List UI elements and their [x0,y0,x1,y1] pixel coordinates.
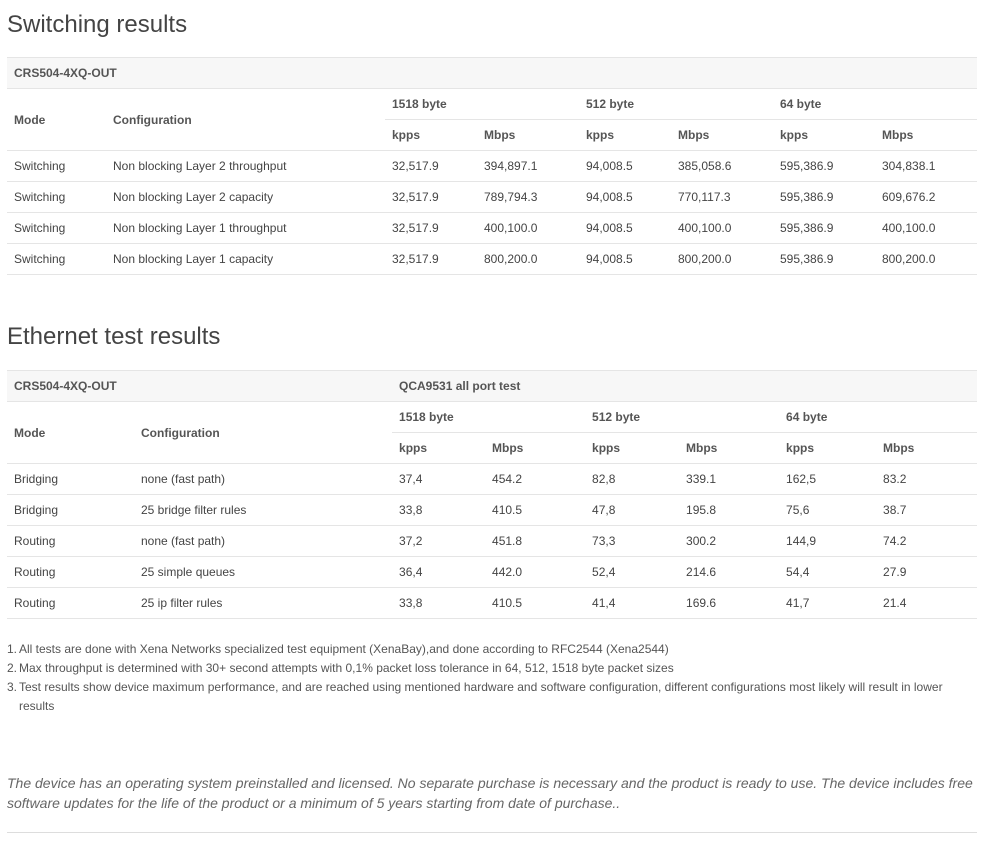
cell-value: 410.5 [485,495,585,526]
table-row [7,464,977,495]
switching-results-table [7,57,977,275]
cell-value: 454.2 [485,464,585,495]
column-header-unit: kpps [773,120,875,151]
column-header-unit: Mbps [485,433,585,464]
cell-configuration: 25 simple queues [134,557,392,588]
cell-value: 74.2 [876,526,977,557]
cell-value: 54,4 [779,557,876,588]
divider [7,832,977,833]
model-name: CRS504-4XQ-OUT [7,371,392,402]
test-name: QCA9531 all port test [392,371,977,402]
model-name: CRS504-4XQ-OUT [7,58,977,89]
column-header-size: 512 byte [579,89,773,120]
column-header-size: 1518 byte [392,402,585,433]
cell-value: 32,517.9 [385,213,477,244]
note-number: 2. [7,661,18,675]
cell-value: 33,8 [392,588,485,619]
column-header-unit: kpps [385,120,477,151]
column-header-unit: Mbps [875,120,977,151]
column-header-size: 512 byte [585,402,779,433]
table-row [7,557,977,588]
cell-value: 770,117.3 [671,182,773,213]
cell-value: 339.1 [679,464,779,495]
cell-value: 75,6 [779,495,876,526]
cell-value: 41,4 [585,588,679,619]
note-number: 1. [7,642,18,656]
cell-value: 595,386.9 [773,182,875,213]
cell-value: 169.6 [679,588,779,619]
cell-value: 27.9 [876,557,977,588]
cell-value: 800,200.0 [671,244,773,275]
column-header-unit: kpps [392,433,485,464]
switching-results-heading: Switching results [7,11,188,38]
cell-mode: Routing [7,526,134,557]
cell-value: 400,100.0 [671,213,773,244]
note-text: Test results show device maximum performance, and are reached using mentioned hardware and software configuration, different configurations most likely will result in lower results [19,680,943,713]
cell-value: 94,008.5 [579,151,671,182]
cell-value: 94,008.5 [579,182,671,213]
list-item [7,659,967,678]
cell-value: 442.0 [485,557,585,588]
table-row [7,213,977,244]
cell-value: 73,3 [585,526,679,557]
column-header-size: 1518 byte [385,89,579,120]
cell-value: 41,7 [779,588,876,619]
cell-configuration: 25 ip filter rules [134,588,392,619]
cell-value: 800,200.0 [875,244,977,275]
cell-value: 595,386.9 [773,151,875,182]
column-header-size: 64 byte [773,89,977,120]
cell-value: 595,386.9 [773,213,875,244]
cell-value: 47,8 [585,495,679,526]
cell-value: 410.5 [485,588,585,619]
list-item [7,678,967,716]
column-header-unit: kpps [585,433,679,464]
cell-configuration: none (fast path) [134,526,392,557]
ethernet-results-heading: Ethernet test results [7,323,221,350]
note-text: Max throughput is determined with 30+ second attempts with 0,1% packet loss tolerance in 64, 512, 1518 byte packet sizes [19,661,674,675]
cell-mode: Bridging [7,495,134,526]
cell-mode: Routing [7,557,134,588]
column-header-unit: Mbps [671,120,773,151]
column-header-mode: Mode [7,89,106,151]
column-header-unit: Mbps [477,120,579,151]
column-header-unit: Mbps [876,433,977,464]
cell-value: 83.2 [876,464,977,495]
cell-configuration: Non blocking Layer 1 capacity [106,244,385,275]
table-row [7,526,977,557]
cell-mode: Switching [7,151,106,182]
cell-value: 609,676.2 [875,182,977,213]
cell-value: 33,8 [392,495,485,526]
cell-value: 32,517.9 [385,182,477,213]
cell-value: 300.2 [679,526,779,557]
cell-value: 800,200.0 [477,244,579,275]
table-header-row [7,89,977,120]
column-header-unit: Mbps [679,433,779,464]
license-disclaimer: The device has an operating system preinstalled and licensed. No separate purchase is necessary and the product is ready to use. The device includes free software updates for the life of the product or a minimum of 5 years starting from date of purchase.. [7,775,973,811]
cell-configuration: Non blocking Layer 2 capacity [106,182,385,213]
test-notes-list [7,640,967,716]
table-row [7,588,977,619]
cell-value: 789,794.3 [477,182,579,213]
cell-mode: Switching [7,182,106,213]
cell-configuration: Non blocking Layer 1 throughput [106,213,385,244]
cell-value: 94,008.5 [579,213,671,244]
cell-value: 400,100.0 [477,213,579,244]
table-row [7,182,977,213]
column-header-mode: Mode [7,402,134,464]
cell-value: 37,4 [392,464,485,495]
cell-configuration: Non blocking Layer 2 throughput [106,151,385,182]
table-row [7,495,977,526]
list-item [7,640,967,659]
cell-value: 144,9 [779,526,876,557]
cell-mode: Switching [7,213,106,244]
cell-value: 52,4 [585,557,679,588]
table-row [7,151,977,182]
cell-value: 94,008.5 [579,244,671,275]
column-header-unit: kpps [779,433,876,464]
cell-value: 162,5 [779,464,876,495]
cell-value: 37,2 [392,526,485,557]
column-header-configuration: Configuration [106,89,385,151]
table-model-row [7,371,977,402]
table-model-row [7,58,977,89]
cell-value: 400,100.0 [875,213,977,244]
column-header-unit: kpps [579,120,671,151]
cell-value: 595,386.9 [773,244,875,275]
table-header-row [7,402,977,433]
note-text: All tests are done with Xena Networks specialized test equipment (XenaBay),and done according to RFC2544 (Xena2544) [19,642,669,656]
column-header-size: 64 byte [779,402,977,433]
column-header-configuration: Configuration [134,402,392,464]
ethernet-results-table [7,370,977,619]
cell-value: 36,4 [392,557,485,588]
cell-value: 304,838.1 [875,151,977,182]
note-number: 3. [7,680,18,694]
cell-mode: Bridging [7,464,134,495]
cell-value: 38.7 [876,495,977,526]
cell-value: 385,058.6 [671,151,773,182]
cell-mode: Switching [7,244,106,275]
cell-value: 32,517.9 [385,244,477,275]
cell-value: 195.8 [679,495,779,526]
cell-configuration: none (fast path) [134,464,392,495]
cell-value: 214.6 [679,557,779,588]
cell-configuration: 25 bridge filter rules [134,495,392,526]
cell-value: 451.8 [485,526,585,557]
cell-value: 21.4 [876,588,977,619]
cell-mode: Routing [7,588,134,619]
cell-value: 394,897.1 [477,151,579,182]
cell-value: 82,8 [585,464,679,495]
cell-value: 32,517.9 [385,151,477,182]
table-row [7,244,977,275]
